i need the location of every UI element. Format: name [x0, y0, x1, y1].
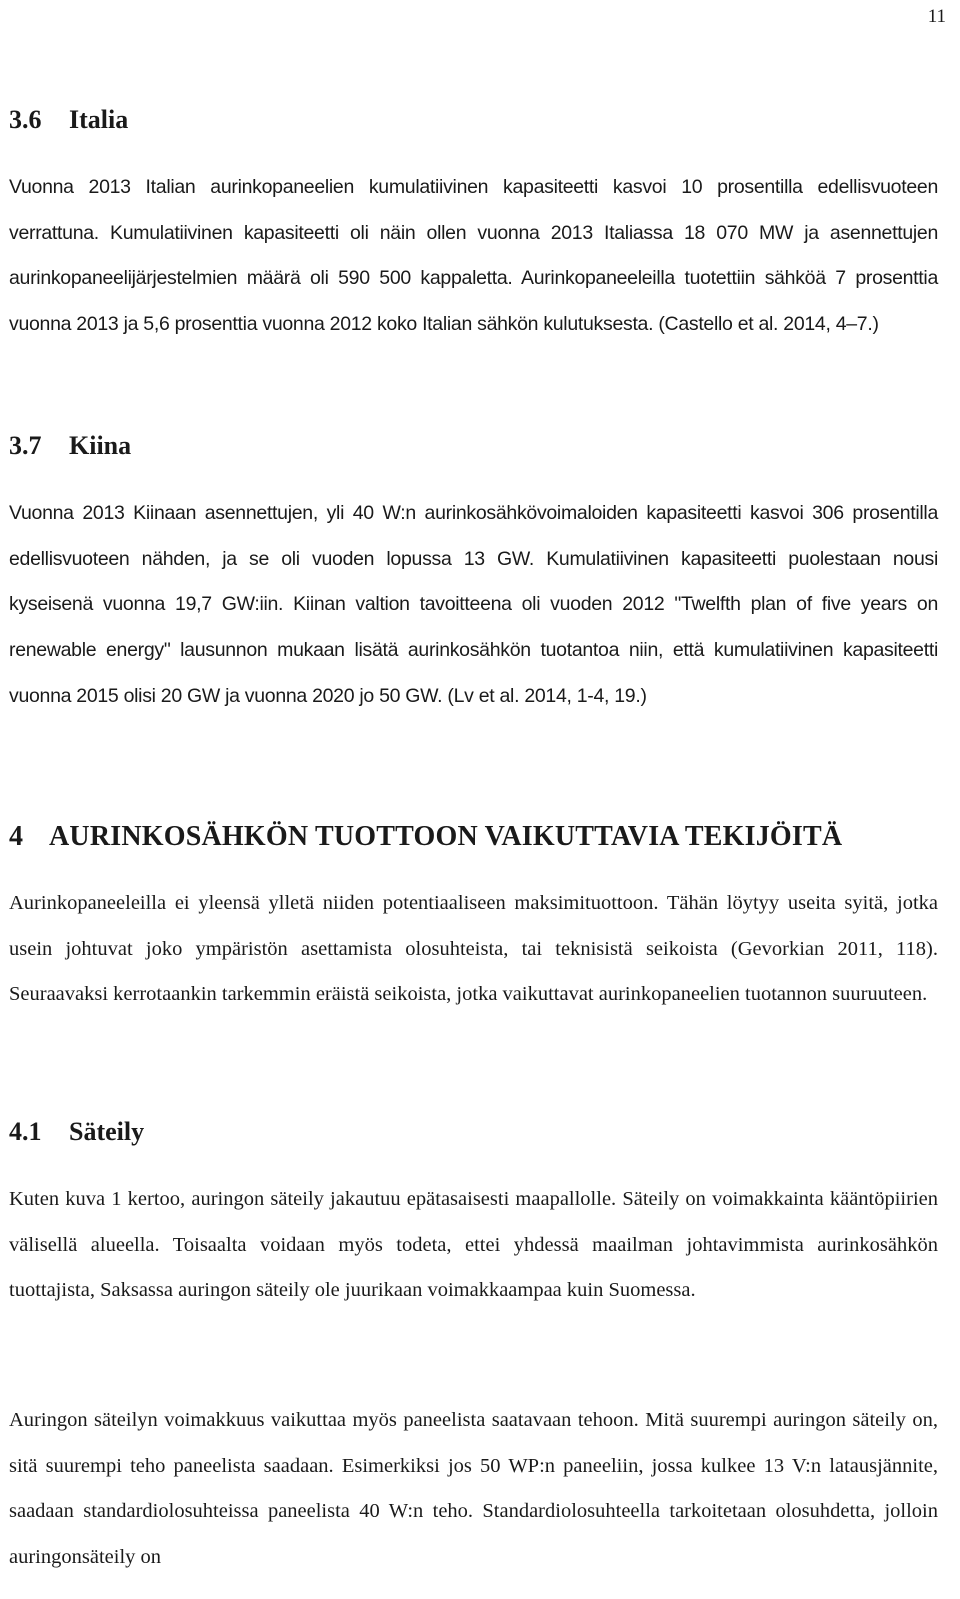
- section-heading-italia: [9, 104, 128, 136]
- paragraph-sateily-2: Auringon säteilyn voimakkuus vaikuttaa myös paneelista saatavaan tehoon. Mitä suurempi auringon säteily on, sitä suurempi teho paneelista saadaan. Esimerkiksi jos 50 WP:n paneeliin, jossa kulkee 13 V:n latausjännite, saadaan standardiolosuhteissa paneelista 40 W:n teho. Standardiolosuhteella tarkoitetaan olosuhdetta, jolloin auringonsäteily on: [9, 1409, 938, 1569]
- section-title: Italia: [69, 105, 129, 134]
- chapter-heading: [9, 820, 842, 854]
- paragraph-chapter-4: Aurinkopaneeleilla ei yleensä ylletä niiden potentiaaliseen maksimituottoon. Tähän löytyy useita syitä, jotka usein johtuvat joko ympäristön asettamista olosuhteista, tai teknisistä seikoista (Gevorkian 2011, 118). Seuraavaksi kerrotaankin tarkemmin eräistä seikoista, jotka vaikuttavat aurinkopaneelien tuotannon suuruuteen.: [9, 892, 938, 1006]
- paragraph-italia: Vuonna 2013 Italian aurinkopaneelien kumulatiivinen kapasiteetti kasvoi 10 prosentilla edellisvuoteen verrattuna. Kumulatiivinen kapasiteetti oli näin ollen vuonna 2013 Italiassa 18 070 MW ja asennettujen aurinkopaneelijärjestelmien määrä oli 590 500 kappaletta. Aurinkopaneeleilla tuotettiin sähköä 7 prosenttia vuonna 2013 ja 5,6 prosenttia vuonna 2012 koko Italian sähkön kulutuksesta. (Castello et al. 2014, 4–7.): [9, 176, 938, 336]
- section-number: 4.1: [9, 1117, 42, 1146]
- paragraph-sateily-1: Kuten kuva 1 kertoo, auringon säteily jakautuu epätasaisesti maapallolle. Säteily on voimakkainta kääntöpiirien välisellä alueella. Toisaalta voidaan myös todeta, ettei yhdessä maailman johtavimmista aurinkosähkön tuottajista, Saksassa auringon säteily ole juurikaan voimakkaampaa kuin Suomessa.: [9, 1188, 938, 1302]
- section-number: 3.7: [9, 431, 42, 460]
- section-title: Kiina: [69, 431, 132, 460]
- chapter-number: 4: [9, 821, 24, 852]
- section-number: 3.6: [9, 105, 42, 134]
- section-title: Säteily: [69, 1117, 145, 1146]
- paragraph-kiina: Vuonna 2013 Kiinaan asennettujen, yli 40 W:n aurinkosähkövoimaloiden kapasiteetti kasvoi 306 prosentilla edellisvuoteen nähden, ja se oli vuoden lopussa 13 GW. Kumulatiivinen kapasiteetti puolestaan nousi kyseisenä vuonna 19,7 GW:iin. Kiinan valtion tavoitteena oli vuoden 2012 "Twelfth plan of five years on renewable energy" lausunnon mukaan lisätä aurinkosähkön tuotantoa niin, että kumulatiivinen kapasiteetti vuonna 2015 olisi 20 GW ja vuonna 2020 jo 50 GW. (Lv et al. 2014, 1-4, 19.): [9, 502, 938, 707]
- section-heading-sateily: [9, 1116, 144, 1148]
- section-heading-kiina: [9, 430, 131, 462]
- page-number: 11: [927, 6, 946, 27]
- chapter-title: AURINKOSÄHKÖN TUOTTOON VAIKUTTAVIA TEKIJÖITÄ: [49, 821, 843, 852]
